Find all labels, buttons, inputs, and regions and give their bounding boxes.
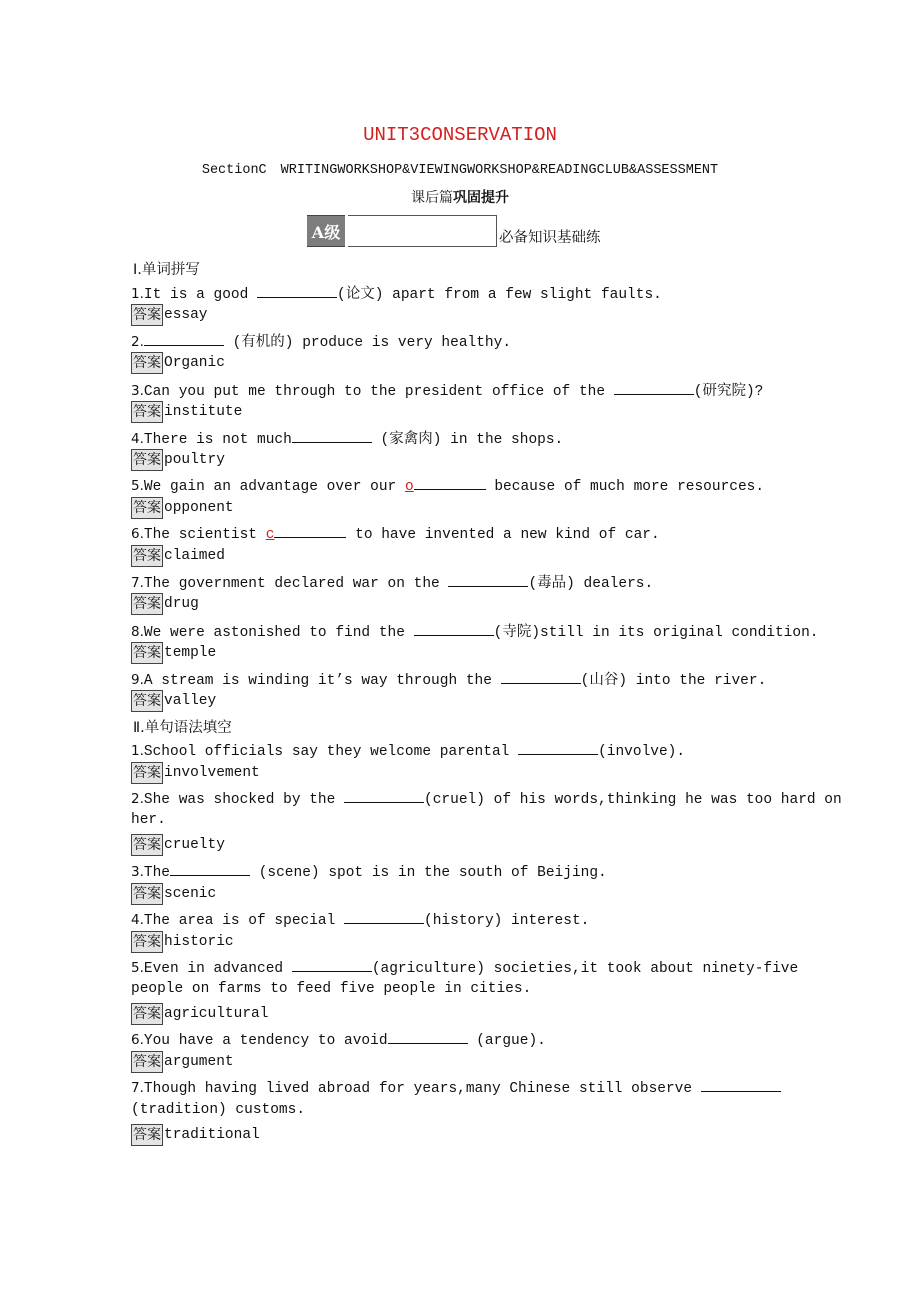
answer-text: valley [164, 692, 217, 709]
answer-text: opponent [164, 500, 234, 516]
question-text-before: Even in advanced [143, 960, 292, 977]
question-text-before: It is a good [143, 287, 258, 304]
question-line [131, 523, 660, 543]
answer-row [131, 449, 225, 471]
question-line [131, 620, 819, 641]
answer-label: 答案 [131, 762, 163, 784]
question-number: 1. [131, 743, 144, 759]
question-line [131, 788, 842, 808]
question-number: 7. [131, 575, 144, 592]
answer-blank [701, 1077, 781, 1092]
question-number: 5. [131, 959, 144, 976]
subtitle-2 [0, 187, 920, 207]
subtitle-2-bold: 巩固提升 [453, 190, 509, 206]
question-text-after: (家禽肉) in the shops. [371, 431, 564, 448]
question-line-continued: people on farms to feed five people in cities. [131, 981, 532, 997]
answer-text: drug [164, 596, 199, 613]
question-text-before: School officials say they welcome parental [143, 744, 519, 760]
question-line [131, 379, 763, 400]
answer-row [131, 642, 216, 664]
question-text-before: The government declared war on the [143, 576, 449, 593]
answer-blank [292, 428, 372, 443]
answer-row [131, 497, 234, 519]
question-line [131, 740, 685, 760]
question-text-before: We gain an advantage over our [143, 478, 405, 495]
question-number: 5. [131, 477, 144, 494]
question-text-before: You have a tendency to avoid [143, 1033, 388, 1050]
question-line [131, 1077, 781, 1097]
answer-text: institute [164, 403, 243, 420]
answer-row [131, 1003, 268, 1025]
question-number: 7. [131, 1080, 144, 1097]
answer-label: 答案 [131, 497, 163, 519]
answer-text: temple [164, 644, 217, 661]
question-text-after: (寺院)still in its original condition. [493, 624, 819, 641]
question-line [131, 909, 589, 929]
question-text-after: (cruel) of his words,thinking he was too hard on [424, 792, 842, 809]
answer-blank [257, 283, 337, 298]
question-number: 3. [131, 863, 144, 880]
question-line [131, 427, 563, 448]
answer-label: 答案 [131, 690, 163, 712]
question-line [131, 957, 798, 977]
question-number: 8. [131, 623, 144, 640]
question-text-after: (有机的) produce is very healthy. [223, 335, 512, 352]
answer-row [131, 401, 242, 423]
answer-text: poultry [164, 451, 225, 468]
answer-blank [388, 1029, 468, 1044]
answer-label: 答案 [131, 1051, 163, 1073]
section-heading: Ⅱ.单句语法填空 [133, 719, 232, 736]
question-line [131, 571, 653, 592]
answer-text: traditional [164, 1126, 260, 1143]
question-text-after: because of much more resources. [485, 478, 765, 495]
answer-label: 答案 [131, 1003, 163, 1025]
answer-label: 答案 [131, 1124, 163, 1146]
hint-letter: o [404, 478, 414, 495]
answer-label: 答案 [131, 593, 163, 615]
answer-blank [414, 621, 494, 636]
answer-text: essay [164, 307, 208, 324]
level-header [307, 213, 601, 247]
answer-blank [274, 523, 346, 538]
section-subtitle [0, 163, 920, 178]
subtitle-2-normal: 课后篇 [411, 190, 453, 206]
level-text: 必备知识基础练 [499, 230, 601, 246]
answer-row [131, 762, 260, 784]
answer-row [131, 352, 225, 374]
answer-label: 答案 [131, 401, 163, 423]
answer-label: 答案 [131, 834, 163, 856]
question-text-before: The area is of special [143, 912, 345, 929]
level-badge: A级 [307, 215, 345, 247]
answer-row [131, 545, 225, 567]
question-line-continued: her. [131, 812, 166, 829]
answer-text: argument [164, 1054, 234, 1071]
answer-blank [144, 331, 224, 346]
answer-label: 答案 [131, 642, 163, 664]
answer-text: agricultural [164, 1006, 269, 1023]
question-line [131, 861, 607, 881]
answer-row [131, 593, 199, 615]
answer-text: involvement [164, 765, 260, 782]
answer-label: 答案 [131, 304, 163, 326]
answer-row [131, 1124, 260, 1146]
answer-blank [292, 957, 372, 972]
question-number: 9. [131, 671, 144, 688]
question-text-before: The [143, 864, 170, 881]
question-text-after: (argue). [467, 1033, 546, 1050]
question-text-after: (involve). [598, 744, 686, 760]
question-text-before: The scientist [143, 527, 266, 544]
answer-label: 答案 [131, 931, 163, 953]
level-box [348, 215, 497, 247]
answer-text: Organic [164, 355, 225, 372]
question-number: 4. [131, 430, 144, 447]
answer-blank [518, 740, 598, 755]
question-text-after: (history) interest. [424, 912, 590, 929]
answer-blank [344, 788, 424, 803]
question-text-after: (山谷) into the river. [580, 672, 767, 689]
question-line [131, 475, 764, 495]
question-text-after: (agriculture) societies,it took about ninety-five [371, 960, 799, 977]
question-text-after: (scene) spot is in the south of Beijing. [250, 864, 607, 881]
answer-label: 答案 [131, 545, 163, 567]
question-number: 2. [131, 334, 144, 351]
question-text-before: Can you put me through to the president office of the [143, 383, 614, 400]
question-line [131, 1029, 546, 1049]
answer-blank [448, 572, 528, 587]
answer-text: historic [164, 933, 234, 950]
hint-letter: c [265, 527, 275, 544]
question-text-before: We were astonished to find the [143, 624, 414, 641]
answer-row [131, 304, 208, 326]
question-line-continued: (tradition) customs. [131, 1101, 306, 1118]
question-number: 3. [131, 382, 144, 399]
answer-row [131, 690, 216, 712]
subtitle-left: SectionC [201, 163, 267, 178]
answer-blank [344, 909, 424, 924]
question-text-before: She was shocked by the [143, 792, 345, 809]
question-number: 4. [131, 911, 144, 928]
question-number: 1. [131, 286, 144, 303]
question-text-before: There is not much [143, 431, 292, 448]
answer-row [131, 931, 234, 953]
answer-blank [170, 861, 250, 876]
question-line [131, 668, 766, 689]
question-number: 6. [131, 1032, 144, 1049]
answer-row [131, 1051, 234, 1073]
answer-label: 答案 [131, 352, 163, 374]
answer-text: cruelty [164, 837, 225, 854]
answer-blank [501, 669, 581, 684]
answer-label: 答案 [131, 883, 163, 905]
question-text-after: (论文) apart from a few slight faults. [337, 287, 662, 304]
answer-row [131, 883, 216, 905]
answer-blank [414, 475, 486, 490]
answer-blank [614, 380, 694, 395]
question-text-after: (毒品) dealers. [528, 576, 654, 593]
answer-label: 答案 [131, 449, 163, 471]
question-text-before: Though having lived abroad for years,many Chinese still observe [143, 1081, 701, 1098]
question-number: 2. [131, 791, 144, 808]
page-title: UNIT3CONSERVATION [363, 124, 557, 146]
answer-text: claimed [164, 548, 225, 565]
subtitle-right: WRITINGWORKSHOP&VIEWINGWORKSHOP&READINGCLUB&ASSESSMENT [280, 163, 719, 178]
question-line [131, 330, 511, 351]
question-number: 6. [131, 526, 144, 543]
answer-text: scenic [164, 885, 217, 902]
question-text-after: to have invented a new kind of car. [346, 527, 660, 544]
answer-row [131, 834, 225, 856]
question-text-after: (研究院)? [693, 383, 764, 400]
section-heading: Ⅰ.单词拼写 [133, 262, 200, 278]
question-line [131, 282, 662, 303]
question-text-before: A stream is winding it’s way through the [143, 672, 501, 689]
